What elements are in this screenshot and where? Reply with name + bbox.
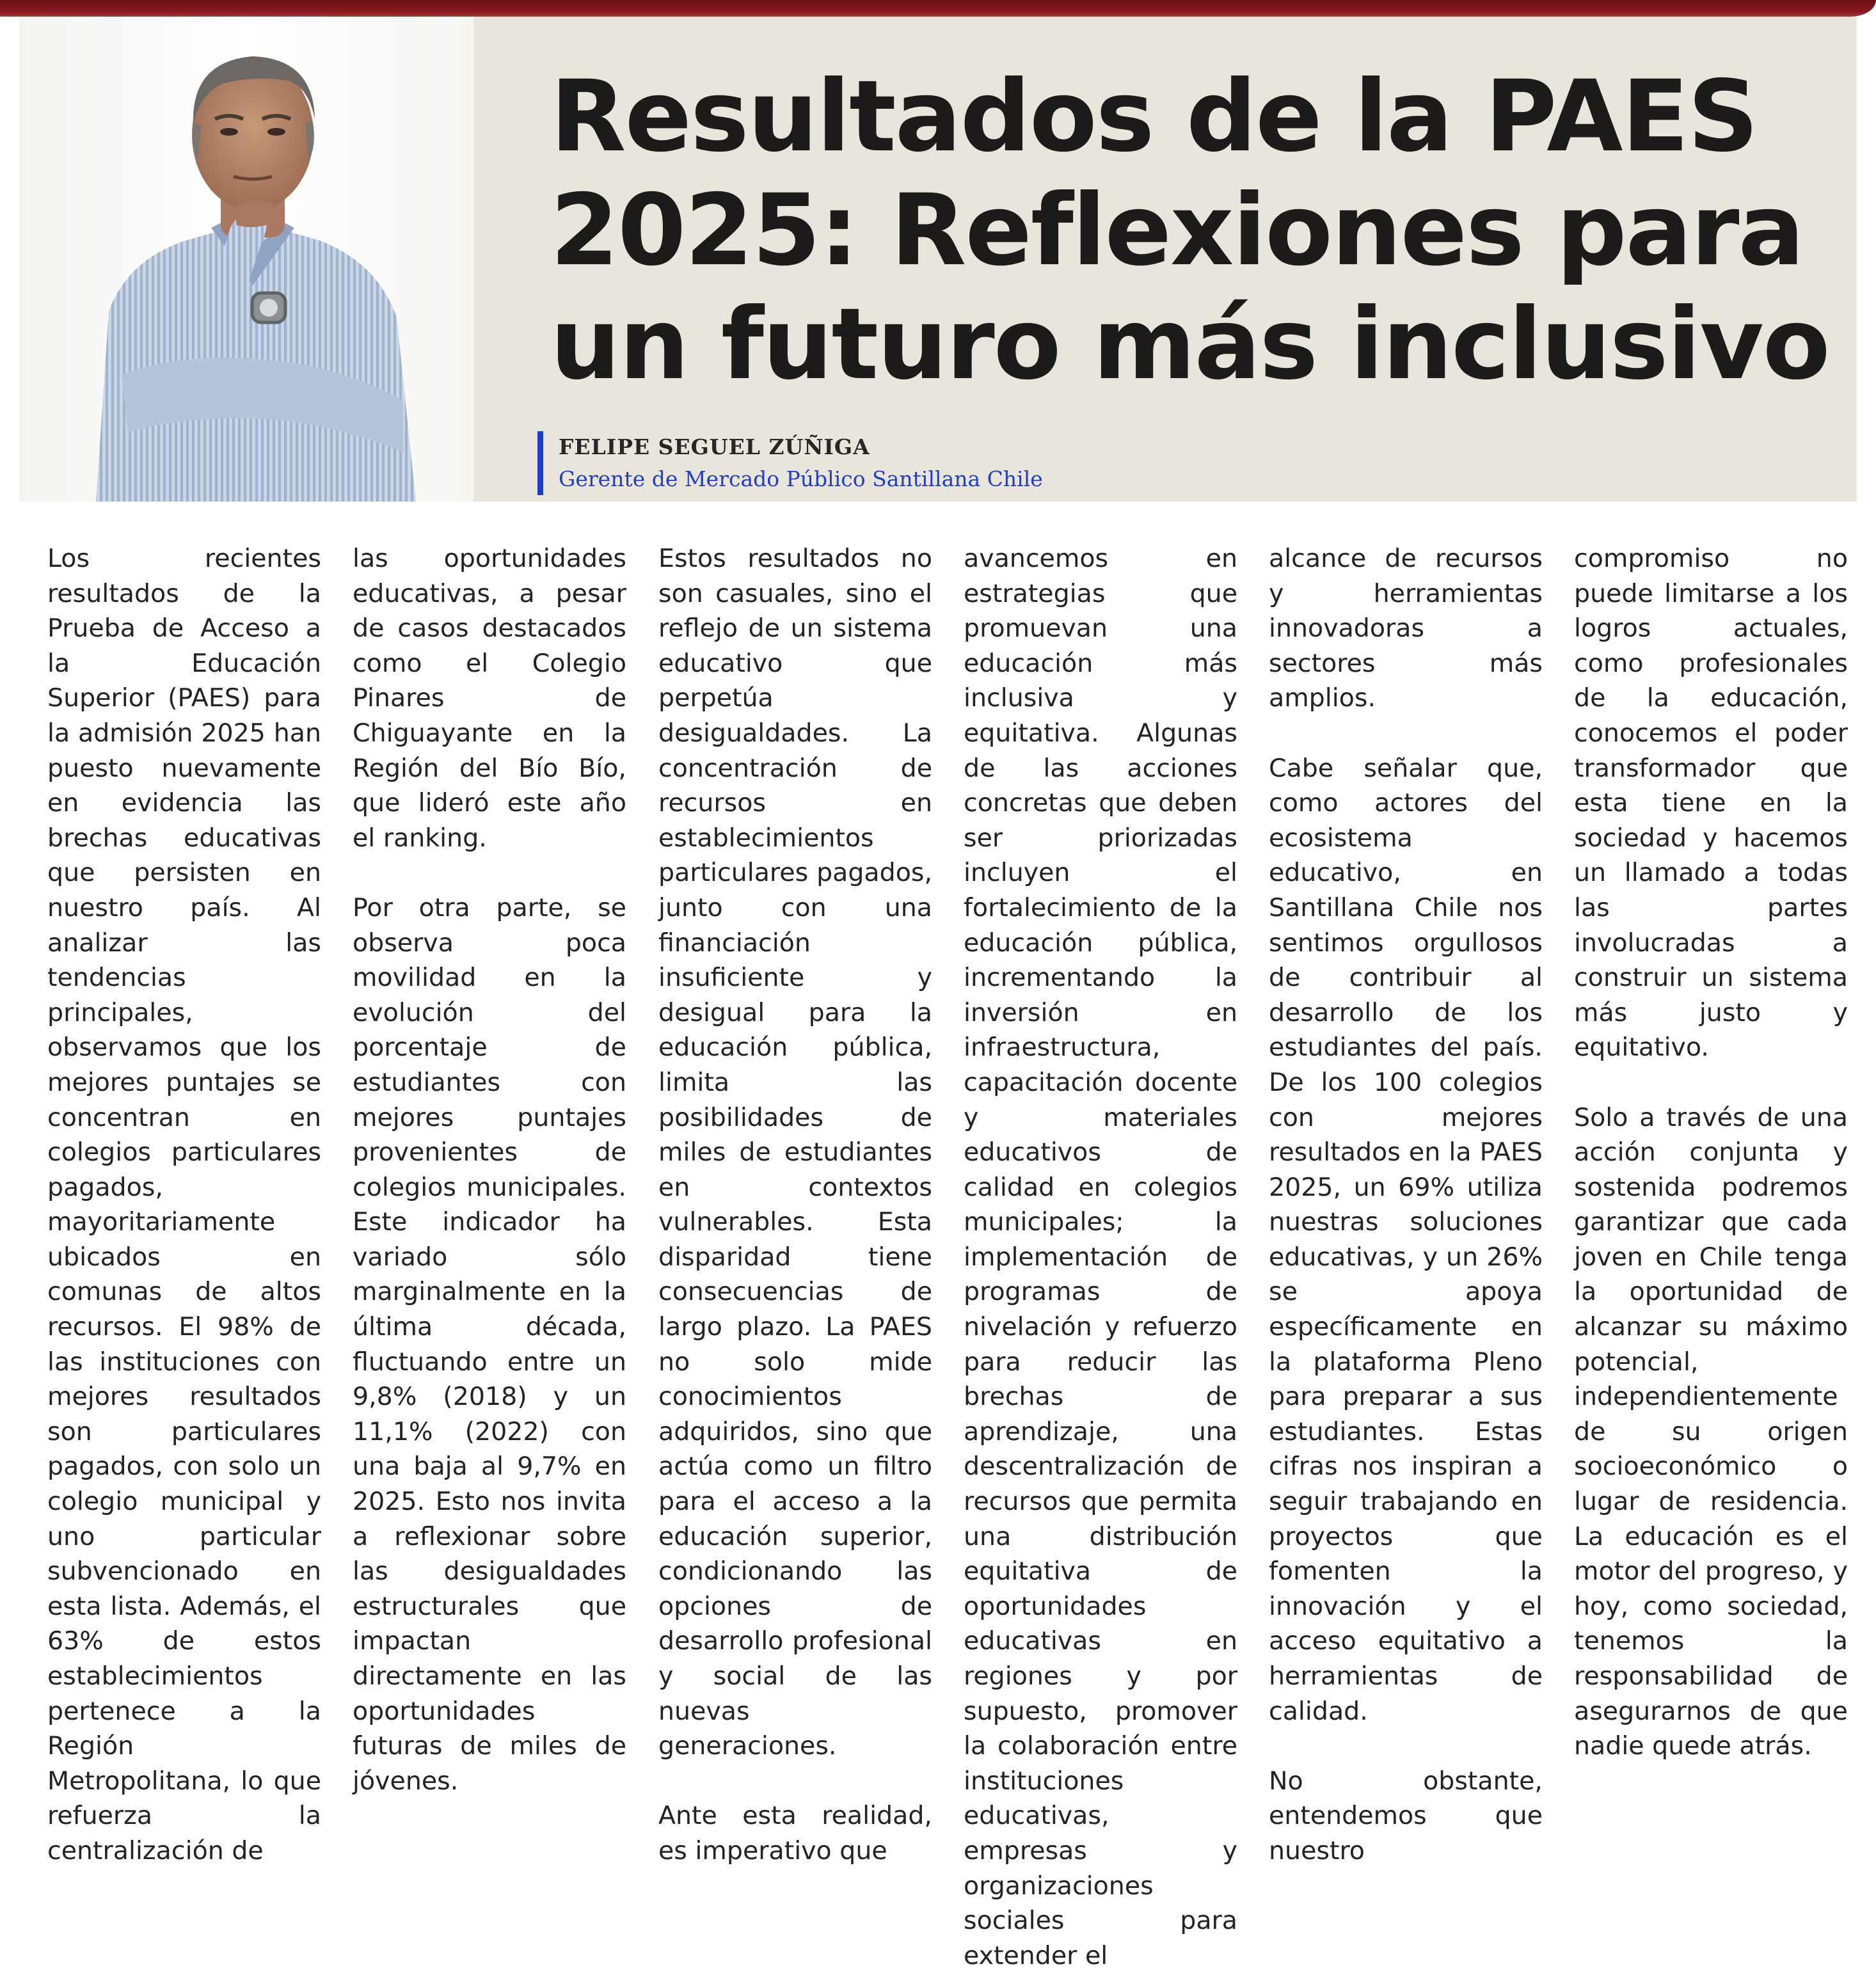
paragraph: No obstante, entendemos que nuestro	[1269, 1766, 1543, 1866]
paragraph: Los recientes resultados de la Prueba de Acceso a la Educación Superior (PAES) para la admisión 2025 han puesto nuevamente en evidencia las brechas educativas que persisten en nuestro país. Al analizar las tendencias principales, observamos que los mejores puntajes se concentran en colegios particulares pagados, mayoritariamente ubicados en comunas de altos recursos. El 98% de las instituciones con mejores resultados son particulares pagados, con solo un colegio municipal y uno particular subvencionado en esta lista. Además, el 63% de estos establecimientos pertenece a la Región Metropolitana, lo que refuerza la centralización de	[47, 544, 321, 1866]
paragraph: Ante esta realidad, es imperativo que	[658, 1801, 932, 1866]
byline	[537, 431, 1043, 495]
article-column-3	[658, 541, 932, 1866]
paragraph: Estos resultados no son casuales, sino el reflejo de un sistema educativo que perpetúa desigualdades. La concentración de recursos en establecimientos particulares pagados, junto con una financiación insuficiente y desigual para la educación pública, limita las posibilidades de miles de estudiantes en contextos vulnerables. Esta disparidad tiene consecuencias de largo plazo. La PAES no solo mide conocimientos adquiridos, sino que actúa como un filtro para el acceso a la educación superior, condicionando las opciones de desarrollo profesional y social de las nuevas generaciones.	[658, 544, 932, 1761]
author-role: Gerente de Mercado Público Santillana Chile	[559, 466, 1043, 491]
paragraph: Solo a través de una acción conjunta y sostenida podremos garantizar que cada joven en Chile tenga la oportunidad de alcanzar su máximo potencial, independientemente de su origen socioeconómico o lugar de residencia. La educación es el motor del progreso, y hoy, como sociedad, tenemos la responsabilidad de asegurarnos de que nadie quede atrás.	[1574, 1102, 1848, 1761]
article-column-6	[1574, 541, 1848, 1761]
article-header	[19, 17, 1857, 502]
paragraph: Cabe señalar que, como actores del ecosistema educativo, en Santillana Chile nos sentimos orgullosos de contribuir al desarrollo de los estudiantes del país. De los 100 colegios con mejores resultados en la PAES 2025, un 69% utiliza nuestras soluciones educativas, y un 26% se apoya específicamente en la plataforma Pleno para preparar a sus estudiantes. Estas cifras nos inspiran a seguir trabajando en proyectos que fomenten la innovación y el acceso equitativo a herramientas de calidad.	[1269, 753, 1543, 1726]
article-column-5	[1269, 541, 1543, 1866]
paragraph: las oportunidades educativas, a pesar de casos destacados como el Colegio Pinares de Chiguayante en la Región del Bío Bío, que lideró este año el ranking.	[353, 544, 626, 853]
article-column-2	[353, 541, 626, 1796]
article-title: Resultados de la PAES 2025: Reflexiones para un futuro más inclusivo	[550, 59, 1829, 402]
top-accent-bar	[0, 0, 1876, 17]
author-photo	[19, 17, 473, 502]
paragraph: compromiso no puede limitarse a los logros actuales, como profesionales de la educación, conocemos el poder transformador que esta tiene en la sociedad y hacemos un llamado a todas las partes involucradas a construir un sistema más justo y equitativo.	[1574, 544, 1848, 1063]
paragraph: alcance de recursos y herramientas innovadoras a sectores más amplios.	[1269, 544, 1543, 713]
paragraph: avancemos en estrategias que promuevan una educación más inclusiva y equitativa. Algunas de las acciones concretas que deben ser priorizadas incluyen el fortalecimiento de la educación pública, incrementando la inversión en infraestructura, capacitación docente y materiales educativos de calidad en colegios municipales; la implementación de programas de nivelación y refuerzo para reducir las brechas de aprendizaje, una descentralización de recursos que permita una distribución equitativa de oportunidades educativas en regiones y por supuesto, promover la colaboración entre instituciones educativas, empresas y organizaciones sociales para extender el	[964, 544, 1237, 1970]
article-column-1	[47, 541, 321, 1866]
paragraph: Por otra parte, se observa poca movilidad en la evolución del porcentaje de estudiantes con mejores puntajes provenientes de colegios municipales. Este indicador ha variado sólo marginalmente en la última década, fluctuando entre un 9,8% (2018) y un 11,1% (2022) con una baja al 9,7% en 2025. Esto nos invita a reflexionar sobre las desigualdades estructurales que impactan directamente en las oportunidades futuras de miles de jóvenes.	[353, 892, 626, 1796]
author-name: FELIPE SEGUEL ZÚÑIGA	[559, 434, 870, 459]
article-column-4	[964, 541, 1237, 1970]
author-portrait-illustration	[19, 17, 473, 502]
